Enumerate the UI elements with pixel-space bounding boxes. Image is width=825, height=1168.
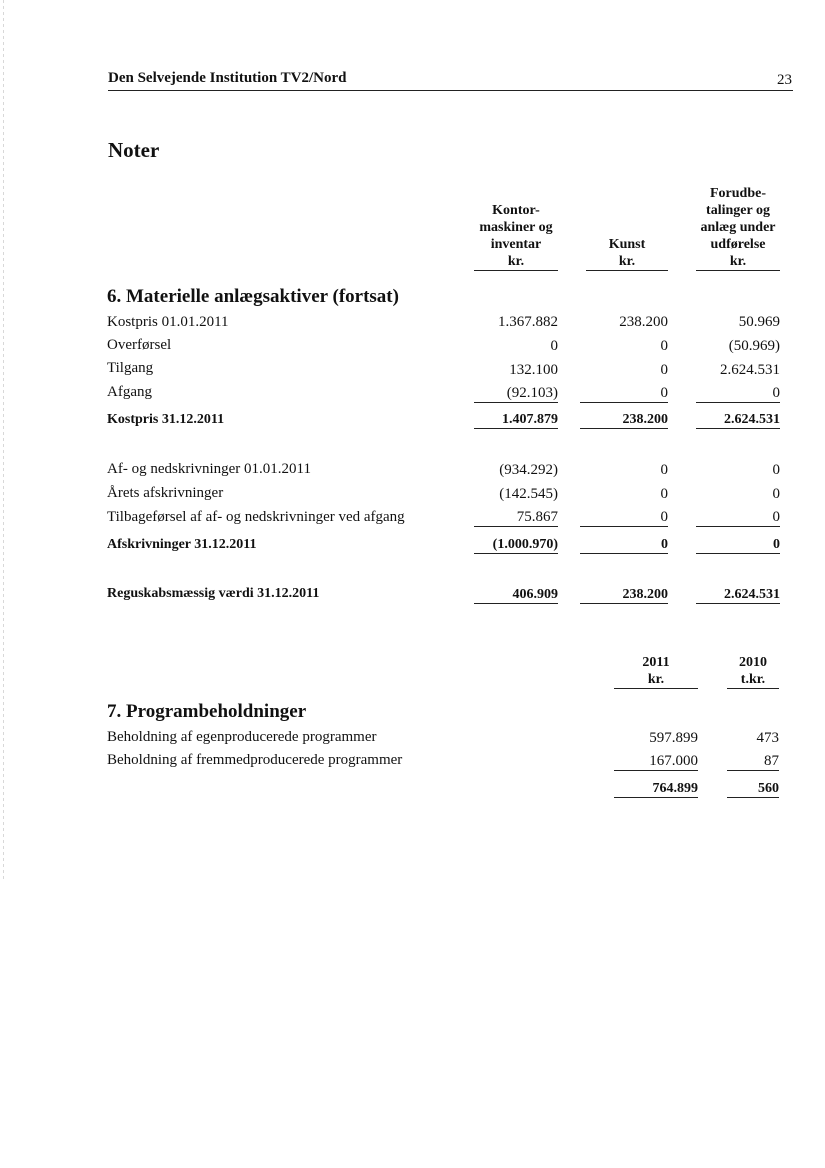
- value-cell: 0: [696, 385, 780, 403]
- note6-column-header-art: [586, 236, 668, 271]
- value-cell: 0: [580, 385, 668, 403]
- column-header-line: Kontor-: [492, 203, 540, 218]
- value-cell-book-value: 238.200: [580, 587, 668, 604]
- value-cell: 1.367.882: [498, 314, 558, 330]
- value-cell-total: 2.624.531: [696, 412, 780, 429]
- value-cell: 0: [660, 462, 668, 478]
- value-cell: 473: [756, 730, 779, 746]
- row-label: Af- og nedskrivninger 01.01.2011: [107, 461, 311, 477]
- value-cell-total: 560: [727, 781, 779, 798]
- value-cell: 0: [772, 462, 780, 478]
- value-cell: 167.000: [614, 753, 698, 771]
- column-header-line: talinger og: [706, 203, 770, 218]
- row-label-total: Afskrivninger 31.12.2011: [107, 537, 257, 552]
- scan-margin-line: [3, 0, 4, 880]
- value-cell-total: 0: [580, 537, 668, 554]
- value-cell: 0: [696, 509, 780, 527]
- note7-column-header-2010: [727, 654, 779, 689]
- value-cell: (92.103): [474, 385, 558, 403]
- value-cell: 0: [660, 486, 668, 502]
- column-header-line: anlæg under: [700, 220, 776, 235]
- column-header-unit: t.kr.: [727, 671, 779, 689]
- row-label: Beholdning af fremmedproducerede programmer: [107, 752, 403, 768]
- row-label: Afgang: [107, 384, 152, 400]
- note6-heading: 6. Materielle anlægsaktiver (fortsat): [107, 286, 399, 307]
- value-cell: 0: [550, 338, 558, 354]
- row-label: Tilbageførsel af af- og nedskrivninger ved afgang: [107, 509, 405, 525]
- value-cell: 87: [727, 753, 779, 771]
- value-cell-total: (1.000.970): [474, 537, 558, 554]
- value-cell-total: 1.407.879: [474, 412, 558, 429]
- column-header-line: maskiner og: [479, 220, 553, 235]
- value-cell-book-value: 406.909: [474, 587, 558, 604]
- row-label: Overførsel: [107, 337, 172, 353]
- value-cell: 0: [580, 509, 668, 527]
- note6-column-header-office: [474, 202, 558, 271]
- value-cell: 0: [660, 362, 668, 378]
- value-cell: 50.969: [738, 314, 780, 330]
- value-cell: 238.200: [619, 314, 668, 330]
- column-header-line: Kunst: [608, 237, 646, 252]
- value-cell-book-value: 2.624.531: [696, 587, 780, 604]
- column-header-line: inventar: [490, 237, 542, 252]
- column-header-line: Forudbe-: [710, 186, 766, 201]
- row-label: Kostpris 01.01.2011: [107, 314, 229, 330]
- value-cell: (50.969): [728, 338, 780, 354]
- row-label: Beholdning af egenproducerede programmer: [107, 729, 377, 745]
- value-cell-total: 764.899: [614, 781, 698, 798]
- column-header-line: udførelse: [710, 237, 766, 252]
- column-header-unit: kr.: [474, 253, 558, 271]
- document-header-title: Den Selvejende Institution TV2/Nord: [108, 70, 347, 86]
- value-cell: 75.867: [474, 509, 558, 527]
- value-cell-total: 238.200: [580, 412, 668, 429]
- value-cell-total: 0: [696, 537, 780, 554]
- value-cell: 0: [660, 338, 668, 354]
- note7-heading: 7. Programbeholdninger: [107, 701, 307, 722]
- value-cell: (142.545): [499, 486, 558, 502]
- column-header-unit: kr.: [614, 671, 698, 689]
- value-cell: 0: [772, 486, 780, 502]
- page-title: Noter: [108, 138, 160, 162]
- row-label: Årets afskrivninger: [107, 485, 224, 501]
- note7-column-header-2011: [614, 654, 698, 689]
- value-cell: 132.100: [509, 362, 558, 378]
- value-cell: 597.899: [649, 730, 698, 746]
- note6-column-header-prepayments: [696, 185, 780, 271]
- value-cell: 2.624.531: [720, 362, 780, 378]
- column-header-year: 2011: [642, 655, 670, 670]
- column-header-unit: kr.: [696, 253, 780, 271]
- page-number: 23: [777, 72, 792, 88]
- row-label-total: Kostpris 31.12.2011: [107, 412, 225, 427]
- column-header-unit: kr.: [586, 253, 668, 271]
- row-label: Tilgang: [107, 360, 154, 376]
- column-header-year: 2010: [739, 655, 767, 670]
- value-cell: (934.292): [499, 462, 558, 478]
- header-rule: [108, 90, 793, 91]
- row-label-book-value: Reguskabsmæssig værdi 31.12.2011: [107, 586, 320, 601]
